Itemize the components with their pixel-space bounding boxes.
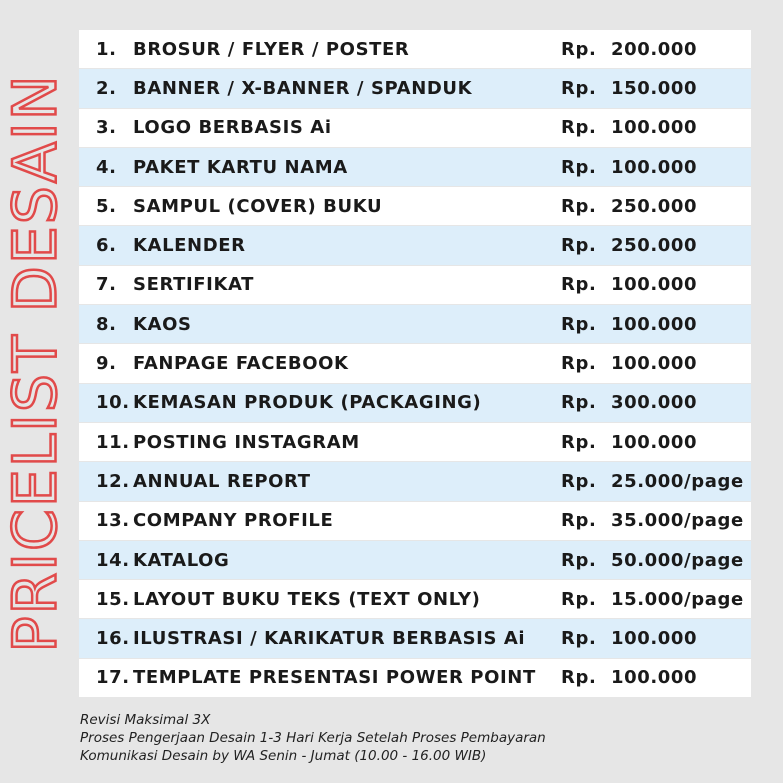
item-number: 7. (96, 274, 117, 296)
price-amount: 25.000/page (611, 470, 744, 492)
item-name: SAMPUL (COVER) BUKU (133, 195, 383, 217)
item-number: 16. (96, 628, 130, 650)
price-currency: Rp. (561, 588, 597, 610)
item-price (561, 157, 751, 178)
item-name: BROSUR / FLYER / POSTER (133, 38, 410, 60)
note-process: Proses Pengerjaan Desain 1-3 Hari Kerja Setelah Proses Pembayaran (80, 730, 546, 746)
item-price (561, 667, 751, 688)
price-list (79, 30, 751, 698)
item-name: POSTING INSTAGRAM (133, 431, 360, 453)
item-price (561, 589, 751, 610)
price-amount: 300.000 (611, 392, 698, 414)
item-number: 4. (96, 156, 117, 178)
price-currency: Rp. (561, 117, 597, 139)
item-price (561, 39, 751, 60)
list-item (79, 187, 751, 226)
list-item (79, 502, 751, 541)
list-item (79, 580, 751, 619)
item-name: LAYOUT BUKU TEKS (TEXT ONLY) (133, 588, 481, 610)
note-revisions: Revisi Maksimal 3X (80, 712, 211, 728)
item-price (561, 510, 751, 531)
item-name: BANNER / X-BANNER / SPANDUK (133, 77, 473, 99)
price-amount: 250.000 (611, 235, 698, 257)
item-number: 2. (96, 77, 117, 99)
item-number: 14. (96, 549, 130, 571)
price-currency: Rp. (561, 628, 597, 650)
item-number: 13. (96, 510, 130, 532)
list-item (79, 69, 751, 108)
note-communication: Komunikasi Desain by WA Senin - Jumat (10.00 - 16.00 WIB) (80, 748, 487, 764)
item-number: 5. (96, 195, 117, 217)
price-currency: Rp. (561, 667, 597, 689)
price-currency: Rp. (561, 156, 597, 178)
price-amount: 100.000 (611, 431, 698, 453)
item-name: KEMASAN PRODUK (PACKAGING) (133, 392, 482, 414)
item-name: FANPAGE FACEBOOK (133, 353, 349, 375)
item-name: ANNUAL REPORT (133, 470, 311, 492)
price-amount: 35.000/page (611, 510, 744, 532)
item-price (561, 314, 751, 335)
price-currency: Rp. (561, 431, 597, 453)
list-item (79, 305, 751, 344)
price-amount: 100.000 (611, 156, 698, 178)
list-item (79, 109, 751, 148)
item-price (561, 628, 751, 649)
price-currency: Rp. (561, 313, 597, 335)
price-amount: 15.000/page (611, 588, 744, 610)
price-amount: 50.000/page (611, 549, 744, 571)
item-number: 10. (96, 392, 130, 414)
price-amount: 100.000 (611, 117, 698, 139)
price-currency: Rp. (561, 392, 597, 414)
item-number: 15. (96, 588, 130, 610)
price-amount: 200.000 (611, 38, 698, 60)
item-name: KAOS (133, 313, 192, 335)
price-currency: Rp. (561, 38, 597, 60)
price-amount: 100.000 (611, 628, 698, 650)
price-amount: 100.000 (611, 353, 698, 375)
price-currency: Rp. (561, 195, 597, 217)
list-item (79, 384, 751, 423)
side-title (2, 28, 70, 698)
item-name: KALENDER (133, 235, 246, 257)
price-currency: Rp. (561, 274, 597, 296)
item-price (561, 274, 751, 295)
list-item (79, 226, 751, 265)
list-item (79, 266, 751, 305)
price-currency: Rp. (561, 510, 597, 532)
item-price (561, 471, 751, 492)
side-title-text: PRICELIST DESAIN (1, 73, 71, 653)
item-price (561, 235, 751, 256)
item-price (561, 353, 751, 374)
item-name: PAKET KARTU NAMA (133, 156, 348, 178)
price-amount: 250.000 (611, 195, 698, 217)
item-price (561, 550, 751, 571)
price-amount: 100.000 (611, 313, 698, 335)
price-currency: Rp. (561, 353, 597, 375)
price-currency: Rp. (561, 235, 597, 257)
item-price (561, 196, 751, 217)
list-item (79, 462, 751, 501)
list-item (79, 344, 751, 383)
list-item (79, 541, 751, 580)
item-price (561, 392, 751, 413)
item-number: 8. (96, 313, 117, 335)
price-amount: 150.000 (611, 77, 698, 99)
list-item (79, 659, 751, 698)
item-number: 12. (96, 470, 130, 492)
item-price (561, 117, 751, 138)
item-price (561, 432, 751, 453)
item-name: KATALOG (133, 549, 230, 571)
item-number: 11. (96, 431, 130, 453)
price-currency: Rp. (561, 77, 597, 99)
price-amount: 100.000 (611, 274, 698, 296)
item-number: 6. (96, 235, 117, 257)
item-name: TEMPLATE PRESENTASI POWER POINT (133, 667, 536, 689)
notes (80, 711, 546, 765)
item-number: 3. (96, 117, 117, 139)
item-number: 9. (96, 353, 117, 375)
item-number: 17. (96, 667, 130, 689)
price-amount: 100.000 (611, 667, 698, 689)
item-name: SERTIFIKAT (133, 274, 255, 296)
item-name: ILUSTRASI / KARIKATUR BERBASIS Ai (133, 628, 526, 650)
item-name: COMPANY PROFILE (133, 510, 334, 532)
price-currency: Rp. (561, 470, 597, 492)
list-item (79, 30, 751, 69)
item-number: 1. (96, 38, 117, 60)
list-item (79, 423, 751, 462)
price-currency: Rp. (561, 549, 597, 571)
list-item (79, 619, 751, 658)
list-item (79, 148, 751, 187)
item-price (561, 78, 751, 99)
item-name: LOGO BERBASIS Ai (133, 117, 332, 139)
